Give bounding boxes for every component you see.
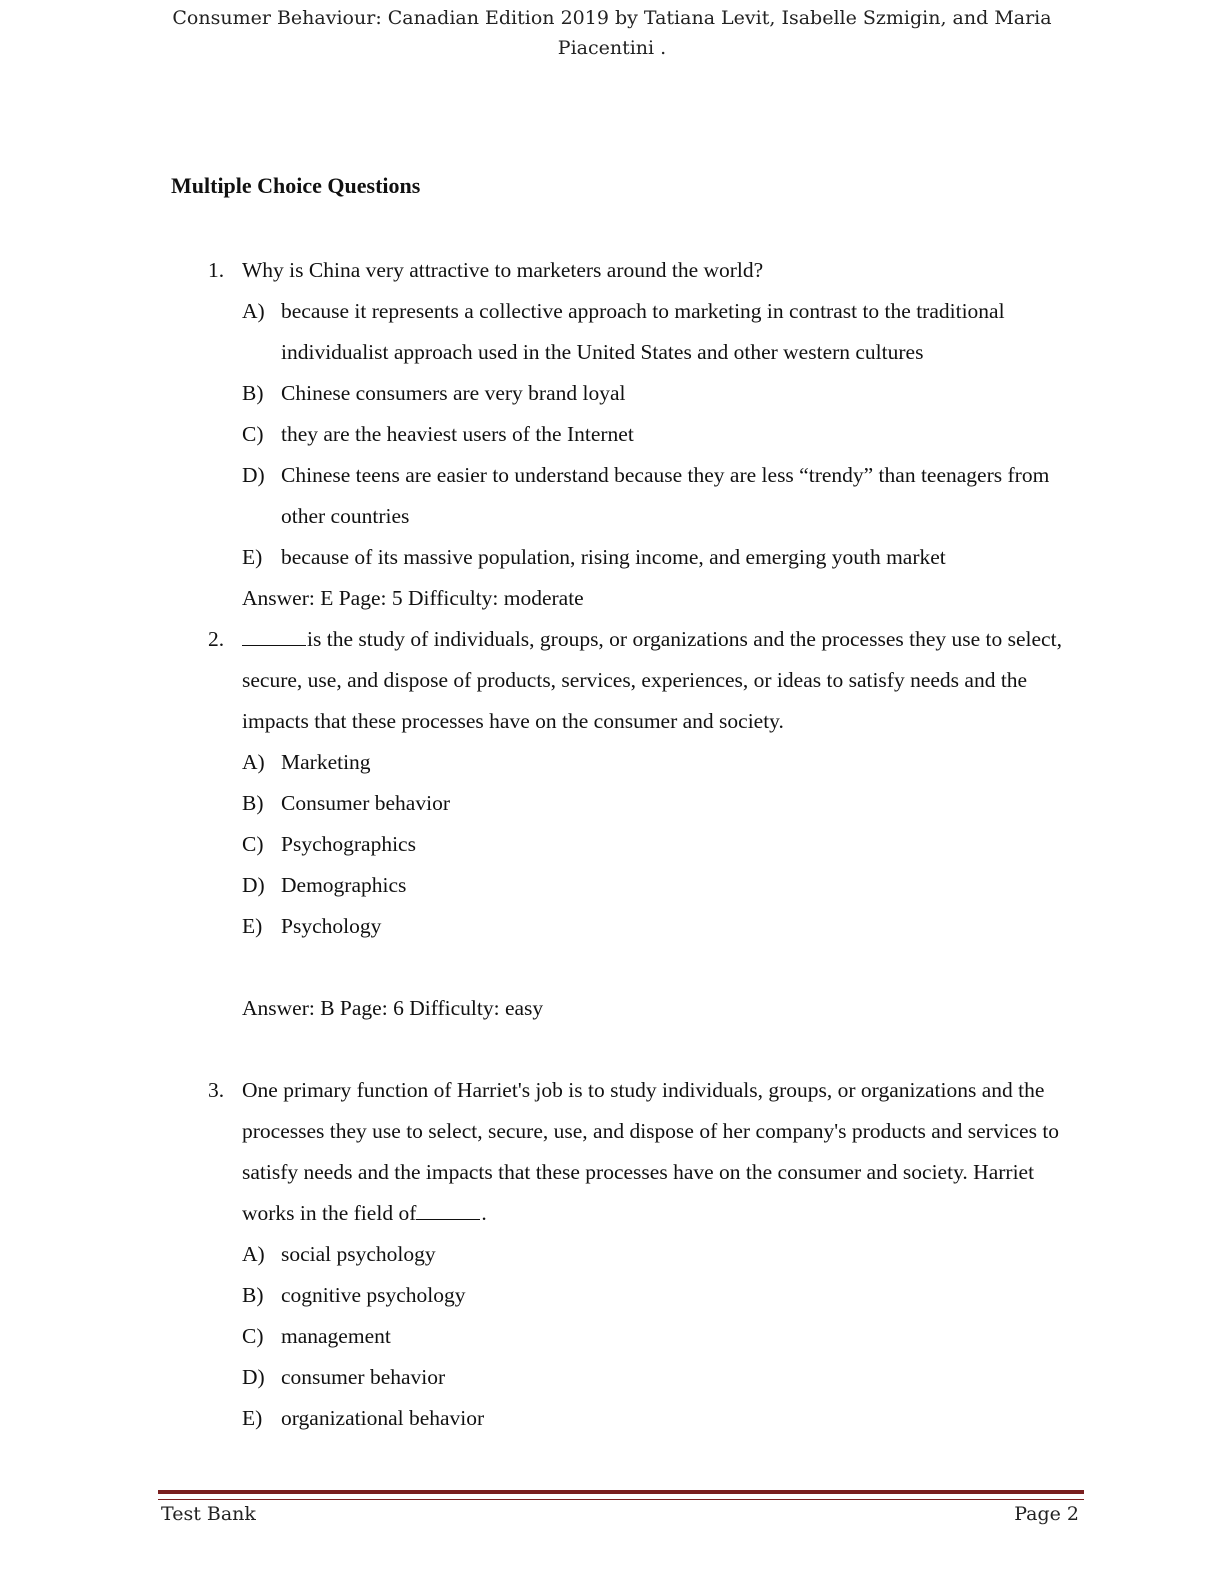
question-2 (171, 619, 1071, 1070)
option-c (242, 1316, 1071, 1357)
header-line-2: Piacentini . (557, 37, 667, 59)
option-b (242, 373, 1071, 414)
section-title: Multiple Choice Questions (171, 173, 421, 198)
question-stem-wrapper (242, 619, 1071, 742)
option-d (242, 1357, 1071, 1398)
running-header (150, 3, 1074, 63)
option-letter: D) (242, 463, 265, 487)
question-number: 2. (208, 627, 225, 651)
option-text: consumer behavior (281, 1365, 446, 1389)
option-letter: C) (242, 1324, 264, 1348)
footer-left-label: Test Bank (161, 1503, 256, 1525)
option-letter: C) (242, 832, 264, 856)
option-text: Chinese teens are easier to understand because they are less “trendy” than teenagers from other countries (281, 463, 1050, 528)
option-letter: B) (242, 1283, 264, 1307)
option-text: they are the heaviest users of the Internet (281, 422, 634, 446)
answer-line: Answer: B Page: 6 Difficulty: easy (242, 996, 544, 1020)
option-letter: D) (242, 873, 265, 897)
fill-in-blank (416, 1201, 480, 1220)
footer-divider (158, 1490, 1084, 1500)
option-letter: D) (242, 1365, 265, 1389)
option-a (242, 1234, 1071, 1275)
option-d (242, 865, 1071, 906)
option-e (242, 537, 1071, 578)
option-text: Marketing (281, 750, 371, 774)
option-d (242, 455, 1071, 537)
option-text: organizational behavior (281, 1406, 485, 1430)
option-text: because it represents a collective approach to marketing in contrast to the traditional individualist approach used in the United States and other western cultures (281, 299, 1005, 364)
option-a (242, 291, 1071, 373)
option-text: social psychology (281, 1242, 436, 1266)
page-number: Page 2 (1014, 1503, 1079, 1525)
question-number: 1. (208, 258, 225, 282)
option-e (242, 1398, 1071, 1439)
option-text: Chinese consumers are very brand loyal (281, 381, 626, 405)
question-stem-end: . (481, 1201, 487, 1225)
option-letter: B) (242, 791, 264, 815)
option-letter: E) (242, 1406, 263, 1430)
option-b (242, 783, 1071, 824)
fill-in-blank (242, 627, 306, 646)
question-3 (171, 1070, 1071, 1439)
option-text: Consumer behavior (281, 791, 450, 815)
option-text: Psychographics (281, 832, 416, 856)
spacer (242, 947, 1071, 988)
option-text: management (281, 1324, 391, 1348)
question-stem: Why is China very attractive to marketers around the world? (242, 258, 764, 282)
option-c (242, 824, 1071, 865)
answer-line: Answer: E Page: 5 Difficulty: moderate (242, 586, 584, 610)
option-e (242, 906, 1071, 947)
option-b (242, 1275, 1071, 1316)
question-number: 3. (208, 1078, 225, 1102)
question-stem-wrapper (242, 1070, 1071, 1234)
option-text: Psychology (281, 914, 382, 938)
option-letter: E) (242, 914, 263, 938)
option-a (242, 742, 1071, 783)
spacer (242, 1029, 1071, 1070)
option-letter: E) (242, 545, 263, 569)
question-1 (171, 250, 1071, 619)
header-line-1: Consumer Behaviour: Canadian Edition 2019 by Tatiana Levit, Isabelle Szmigin, and Maria (172, 7, 1052, 29)
option-text: because of its massive population, rising income, and emerging youth market (281, 545, 946, 569)
option-letter: B) (242, 381, 264, 405)
question-list (171, 250, 1071, 1439)
option-c (242, 414, 1071, 455)
option-letter: A) (242, 299, 265, 323)
question-stem: is the study of individuals, groups, or organizations and the processes they use to select, secure, use, and dispose of products, services, experiences, or ideas to satisfy needs and the impacts that these processes have on the consumer and society. (242, 627, 1062, 733)
option-letter: A) (242, 1242, 265, 1266)
option-letter: A) (242, 750, 265, 774)
option-text: Demographics (281, 873, 407, 897)
question-stem: One primary function of Harriet's job is to study individuals, groups, or organizations and the processes they use to select, secure, use, and dispose of her company's products and services to satisfy needs and the impacts that these processes have on the consumer and society. Harriet works in the field of (242, 1078, 1060, 1225)
option-letter: C) (242, 422, 264, 446)
option-text: cognitive psychology (281, 1283, 466, 1307)
